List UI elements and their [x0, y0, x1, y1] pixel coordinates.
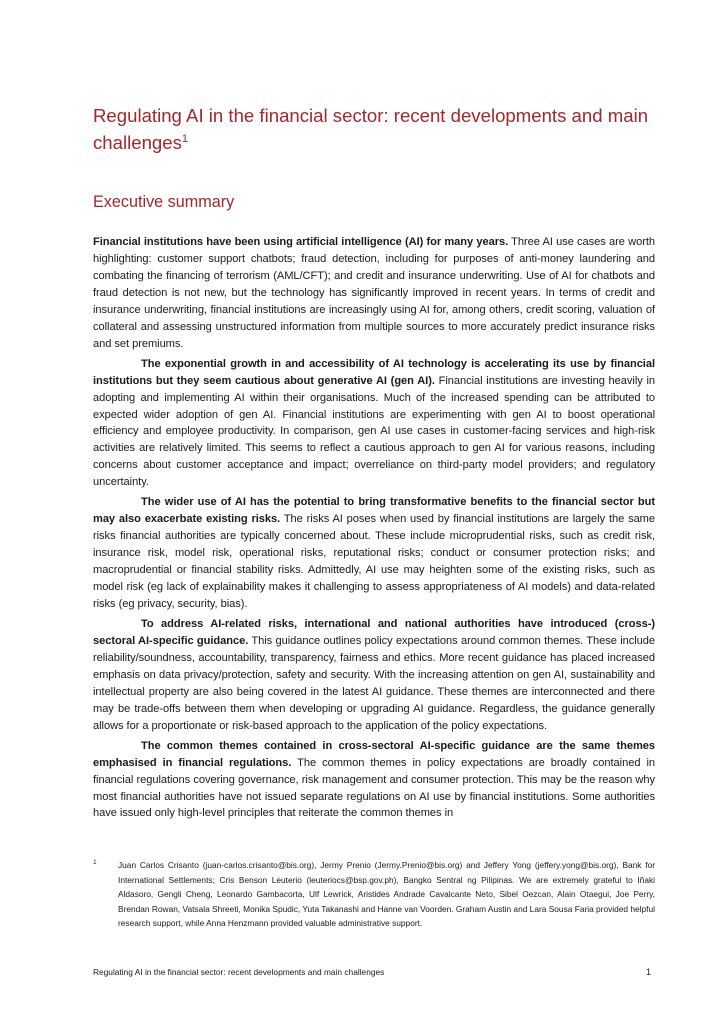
paragraph-lead: The wider use of AI has the potential to bring transformative benefits to the financial sector but may also exacerbate existing risks. [93, 496, 655, 526]
executive-summary-body [93, 234, 655, 825]
title-footnote-marker[interactable]: 1 [181, 133, 189, 145]
section-heading-executive-summary: Executive summary [93, 193, 235, 211]
paragraph-lead: To address AI-related risks, international and national authorities have introduced (cross-) sectoral AI-specific guidance. [93, 617, 655, 647]
title-text: Regulating AI in the financial sector: recent developments and main challenges [93, 105, 649, 153]
page-number: 1 [645, 967, 651, 977]
paragraph-text: Financial institutions are investing heavily in adopting and implementing AI within their organisations. Much of the increased spending can be attributed to expected wider adoption of gen AI. Financial institutions are experimenting with gen AI to boost operational efficiency and employee productivity. In comparison, gen AI use cases in customer-facing services and high-risk activities are relatively limited. This seems to reflect a cautious approach to gen AI for various reasons, including concerns about customer acceptance and impact; overreliance on third-party model providers; and regulatory uncertainty. [93, 374, 655, 489]
footnote-text: Juan Carlos Crisanto (juan-carlos.crisanto@bis.org), Jermy Prenio (Jermy.Prenio@bis.org) and Jeffery Yong (jeffery.yong@bis.org), Bank for International Settlements; Cris Benson Leuterio (leuteriocs@bsp.gov.ph), Bangko Sentral ng Pilipinas. We are extremely grateful to Iñaki Aldasoro, Gengli Cheng, Leonardo Gambacorta, Ulf Lewrick, Aristides Andrade Cavalcante Neto, Sibel Oezcan, Alain Otaegui, Joe Perry, Brendan Rowan, Vatsala Shreeti, Monika Spudic, Yuta Takanashi and Hanne van Voorden. Graham Austin and Lara Sousa Faria provided helpful research support, while Anna Henzmann provided valuable administrative support. [118, 860, 655, 928]
paragraph-text: The common themes in policy expectations are broadly contained in financial regulations covering governance, risk management and consumer protection. This may be the reason why most financial authorities have not issued separate regulations on AI use by financial institutions. Some authorities have issued only high-level principles that reiterate the common themes in [93, 756, 655, 820]
page-footer [93, 966, 655, 980]
paragraph-lead: Financial institutions have been using artificial intelligence (AI) for many years. [93, 236, 509, 248]
paragraph-lead: The common themes contained in cross-sectoral AI-specific guidance are the same themes emphasised in financial regulations. [93, 739, 655, 769]
footer-running-title: Regulating AI in the financial sector: recent developments and main challenges [93, 967, 385, 977]
paragraph-text: This guidance outlines policy expectations around common themes. These include reliability/soundness, accountability, transparency, fairness and ethics. More recent guidance has placed increased emphasis on data privacy/protection, safety and security. With the increasing attention on gen AI, sustainability and intellectual property are also being covered in the latest AI guidance. These themes are interconnected and there may be trade-offs between them when developing or upgrading AI guidance. Regardless, the guidance generally allows for a proportionate or risk-based approach to the application of the policy expectations. [93, 634, 655, 732]
paragraph-text: The risks AI poses when used by financial institutions are largely the same risks financial authorities are typically concerned about. These include microprudential risks, such as credit risk, insurance risk, model risk, operational risks, reputational risks; conduct or consumer protection risks; and macroprudential or financial stability risks. Admittedly, AI use may heighten some of the existing risks, such as model risk (eg lack of explainability makes it challenging to assess appropriateness of AI models) and data-related risks (eg privacy, security, bias). [93, 513, 655, 611]
paragraph-2 [93, 356, 655, 492]
footnote-marker: 1 [93, 859, 97, 866]
paragraph-3 [93, 494, 655, 613]
paragraph-5 [93, 738, 655, 823]
paragraph-lead: The exponential growth in and accessibility of AI technology is accelerating its use by financial institutions but they seem cautious about generative AI (gen AI). [93, 357, 655, 387]
paragraph-4 [93, 616, 655, 735]
paragraph-1 [93, 234, 655, 353]
footnote-1 [93, 858, 655, 931]
paragraph-text: Three AI use cases are worth highlighting: customer support chatbots; fraud detection, including for purposes of anti-money laundering and combating the financing of terrorism (AML/CFT); and credit and insurance underwriting. Use of AI for chatbots and fraud detection is not new, but the technology has significantly improved in recent years. In terms of credit and insurance underwriting, financial institutions are increasingly using AI for, among others, credit scoring, valuation of collateral and assessing unstructured information from multiple sources to more accurately predict insurance risks and set premiums. [93, 236, 655, 350]
page-title [93, 102, 663, 156]
